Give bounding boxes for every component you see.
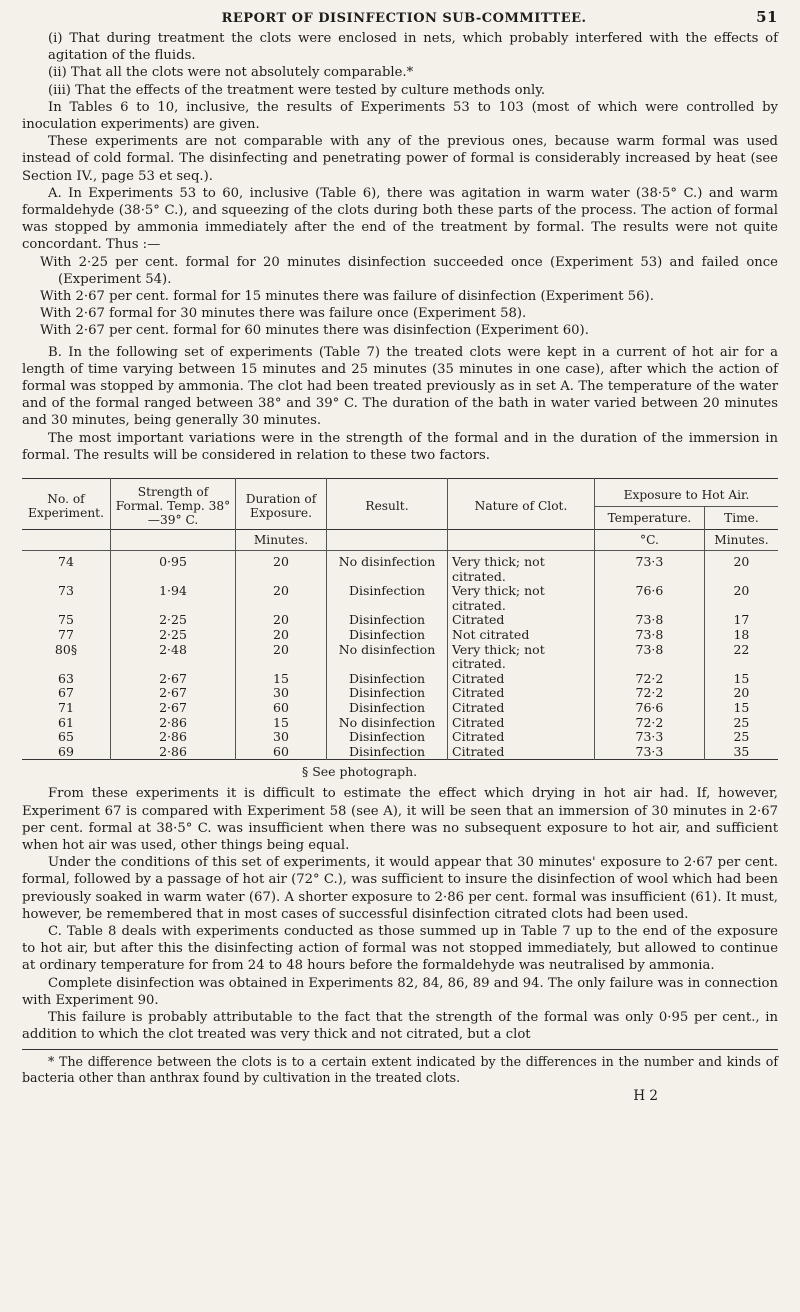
cell-time: 22 <box>733 641 750 657</box>
cell-strength: 2·48 <box>111 643 236 672</box>
paragraph-warm-formal: These experiments are not comparable with any of the previous ones, because warm formal was used instead of cold formal. The disinfecting and penetrating power of formal is considerably increased by heat (see Section IV., page 53 et seq.). <box>22 134 778 184</box>
cell-clot: Very thick; not citrated. <box>448 643 595 672</box>
cell-temp: 76·6 <box>595 701 705 716</box>
cell-duration: 20 <box>236 551 327 585</box>
cell-duration: 20 <box>236 613 327 628</box>
table-row <box>22 745 778 760</box>
cell-result: Disinfection <box>327 613 448 628</box>
cell-result: Disinfection <box>327 584 448 613</box>
cell-temp: 72·2 <box>595 716 705 731</box>
page-header <box>22 8 778 30</box>
cell-duration: 30 <box>236 730 327 745</box>
paragraph-variations: The most important variations were in the strength of the formal and in the duration of the immersion in formal. The results will be considered in relation to these two factors. <box>22 430 778 463</box>
paragraph-set-c: C. Table 8 deals with experiments conducted as those summed up in Table 7 up to the end of the exposure to hot air, but after this the disinfecting action of formal was not stopped immediately, but allowed to continue at ordinary temperature for from 24 to 48 hours before the formaldehyde was neutralised by ammonia. <box>22 924 778 974</box>
cell-strength: 2·86 <box>111 730 236 745</box>
table-row <box>22 701 778 716</box>
table-row <box>22 686 778 701</box>
table-row <box>22 730 778 745</box>
cell-temp: 73·3 <box>595 745 705 760</box>
paragraph-failure: This failure is probably attributable to the fact that the strength of the formal was only 0·95 per cent., in addition to which the clot treated was very thick and not citrated, but a clot <box>22 1010 778 1043</box>
cell-temp: 73·3 <box>595 551 705 585</box>
cell-exp: 71 <box>22 701 111 716</box>
unit-temperature: °C. <box>595 530 705 551</box>
cell-result: No disinfection <box>327 643 448 672</box>
table-row <box>22 643 778 672</box>
cell-strength: 2·86 <box>111 716 236 731</box>
cell-duration: 15 <box>236 672 327 687</box>
cell-clot: Citrated <box>448 730 595 745</box>
signature-mark: H 2 <box>633 1088 658 1105</box>
footnote: * The difference between the clots is to a certain extent indicated by the differences in the number and kinds of bacteria other than anthrax found by cultivation in the treated clots. <box>22 1054 778 1086</box>
paragraph-tables-intro: In Tables 6 to 10, inclusive, the results of Experiments 53 to 103 (most of which were controlled by inoculation experiments) are given. <box>22 99 778 133</box>
table-row <box>22 551 778 585</box>
cell-clot: Citrated <box>448 613 595 628</box>
cell-time: 15 <box>733 670 750 686</box>
cell-strength: 1·94 <box>111 584 236 613</box>
cell-exp: 63 <box>22 672 111 687</box>
cell-strength: 2·67 <box>111 686 236 701</box>
cell-result: Disinfection <box>327 745 448 760</box>
unit-duration: Minutes. <box>236 530 327 551</box>
cell-duration: 20 <box>236 628 327 643</box>
intro-item-2: (ii) That all the clots were not absolutely comparable.* <box>48 65 414 81</box>
cell-temp: 73·8 <box>595 643 705 672</box>
cell-clot: Citrated <box>448 672 595 687</box>
cell-result: Disinfection <box>327 628 448 643</box>
cell-time: 20 <box>733 583 750 599</box>
footnote-divider <box>22 1049 778 1050</box>
cell-exp: 61 <box>22 716 111 731</box>
cell-clot: Citrated <box>448 686 595 701</box>
cell-exp: 65 <box>22 730 111 745</box>
cell-time: 25 <box>733 714 750 730</box>
table-row <box>22 584 778 613</box>
header-experiment: No. of Experiment. <box>22 479 111 530</box>
cell-duration: 20 <box>236 643 327 672</box>
header-time: Time. <box>704 507 778 530</box>
cell-time: 20 <box>733 554 750 570</box>
cell-clot: Citrated <box>448 716 595 731</box>
cell-duration: 60 <box>236 745 327 760</box>
cell-result: Disinfection <box>327 672 448 687</box>
cell-strength: 2·25 <box>111 613 236 628</box>
result-line-1: With 2·25 per cent. formal for 20 minutes disinfection succeeded once (Experiment 53) and failed once (Experiment 54). <box>40 254 778 287</box>
table-row <box>22 613 778 628</box>
cell-strength: 2·86 <box>111 745 236 760</box>
result-line-2: With 2·67 per cent. formal for 15 minutes there was failure of disinfection (Experiment 56). <box>40 289 654 305</box>
running-title: REPORT OF DISINFECTION SUB-COMMITTEE. <box>221 11 587 26</box>
table-body <box>22 551 778 760</box>
cell-duration: 30 <box>236 686 327 701</box>
cell-result: Disinfection <box>327 730 448 745</box>
cell-time: 20 <box>733 685 750 701</box>
cell-time: 25 <box>733 729 750 745</box>
cell-result: No disinfection <box>327 716 448 731</box>
header-duration: Duration of Exposure. <box>236 479 327 530</box>
cell-temp: 72·2 <box>595 686 705 701</box>
table-row <box>22 672 778 687</box>
cell-result: No disinfection <box>327 551 448 585</box>
cell-clot: Citrated <box>448 745 595 760</box>
cell-exp: 69 <box>22 745 111 760</box>
paragraph-set-a: A. In Experiments 53 to 60, inclusive (Table 6), there was agitation in warm water (38·5° C.) and warm formaldehyde (38·5° C.), and squeezing of the clots during both these parts of the process. The action of formal was stopped by ammonia immediately after the end of the treatment by formal. The results were not quite concordant. Thus :— <box>22 185 778 253</box>
header-result: Result. <box>327 479 448 530</box>
header-strength: Strength of Formal. Temp. 38°—39° C. <box>111 479 236 530</box>
cell-time: 15 <box>733 700 750 716</box>
table-note: § See photograph. <box>302 764 418 780</box>
intro-item-3: (iii) That the effects of the treatment were tested by culture methods only. <box>48 82 546 98</box>
paragraph-drying: From these experiments it is difficult to estimate the effect which drying in hot air had. If, however, Experiment 67 is compared with Experiment 58 (see A), it will be seen that an immersion of 30 minutes in 2·67 per cent. formal at 38·5° C. was insufficient when there was no subsequent exposure to hot air, and sufficient when hot air was used, other things being equal. <box>22 786 778 853</box>
cell-clot: Not citrated <box>448 628 595 643</box>
cell-time: 35 <box>733 743 750 759</box>
result-line-3: With 2·67 formal for 30 minutes there was failure once (Experiment 58). <box>40 306 527 322</box>
paragraph-conditions: Under the conditions of this set of experiments, it would appear that 30 minutes' exposure to 2·67 per cent. formal, followed by a passage of hot air (72° C.), was sufficient to insure the disinfection of wool which had been previously soaked in warm water (67). A shorter exposure to 2·86 per cent. formal was insufficient (61). It must, however, be remembered that in most cases of successful disinfection citrated clots had been used. <box>22 855 778 922</box>
header-clot: Nature of Clot. <box>448 479 595 530</box>
unit-time: Minutes. <box>704 530 778 551</box>
table-row <box>22 628 778 643</box>
cell-temp: 72·2 <box>595 672 705 687</box>
cell-strength: 2·67 <box>111 672 236 687</box>
cell-strength: 0·95 <box>111 551 236 585</box>
cell-temp: 76·6 <box>595 584 705 613</box>
intro-item-1: (i) That during treatment the clots were enclosed in nets, which probably interfered with the effects of agitation of the fluids. <box>48 31 778 64</box>
paragraph-set-b: B. In the following set of experiments (Table 7) the treated clots were kept in a current of hot air for a length of time varying between 15 minutes and 25 minutes (35 minutes in one case), after which the action of formal was stopped by ammonia. The clot had been treated previously as in set A. The temperature of the water and of the formal ranged between 38° and 39° C. The duration of the bath in water varied between 20 minutes and 30 minutes, being generally 30 minutes. <box>22 344 778 429</box>
cell-time: 18 <box>733 627 750 643</box>
header-exposure-group: Exposure to Hot Air. <box>623 487 750 502</box>
page-number: 51 <box>756 8 778 26</box>
cell-result: Disinfection <box>327 686 448 701</box>
cell-temp: 73·8 <box>595 628 705 643</box>
paragraph-complete-disinfection: Complete disinfection was obtained in Experiments 82, 84, 86, 89 and 94. The only failure was in connection with Experiment 90. <box>22 975 778 1008</box>
table-row <box>22 716 778 731</box>
cell-time: 17 <box>733 612 750 628</box>
cell-duration: 60 <box>236 701 327 716</box>
cell-exp: 74 <box>22 551 111 585</box>
cell-strength: 2·67 <box>111 701 236 716</box>
cell-exp: 75 <box>22 613 111 628</box>
cell-clot: Very thick; not citrated. <box>448 584 595 613</box>
cell-clot: Very thick; not citrated. <box>448 551 595 585</box>
result-line-4: With 2·67 per cent. formal for 60 minutes there was disinfection (Experiment 60). <box>40 323 589 339</box>
experiments-table <box>22 478 778 760</box>
cell-clot: Citrated <box>448 701 595 716</box>
cell-duration: 15 <box>236 716 327 731</box>
header-temperature: Temperature. <box>595 507 705 530</box>
cell-strength: 2·25 <box>111 628 236 643</box>
cell-result: Disinfection <box>327 701 448 716</box>
cell-exp: 67 <box>22 686 111 701</box>
cell-exp: 77 <box>22 628 111 643</box>
cell-temp: 73·8 <box>595 613 705 628</box>
cell-temp: 73·3 <box>595 730 705 745</box>
cell-exp: 80§ <box>22 643 111 672</box>
cell-exp: 73 <box>22 584 111 613</box>
cell-duration: 20 <box>236 584 327 613</box>
